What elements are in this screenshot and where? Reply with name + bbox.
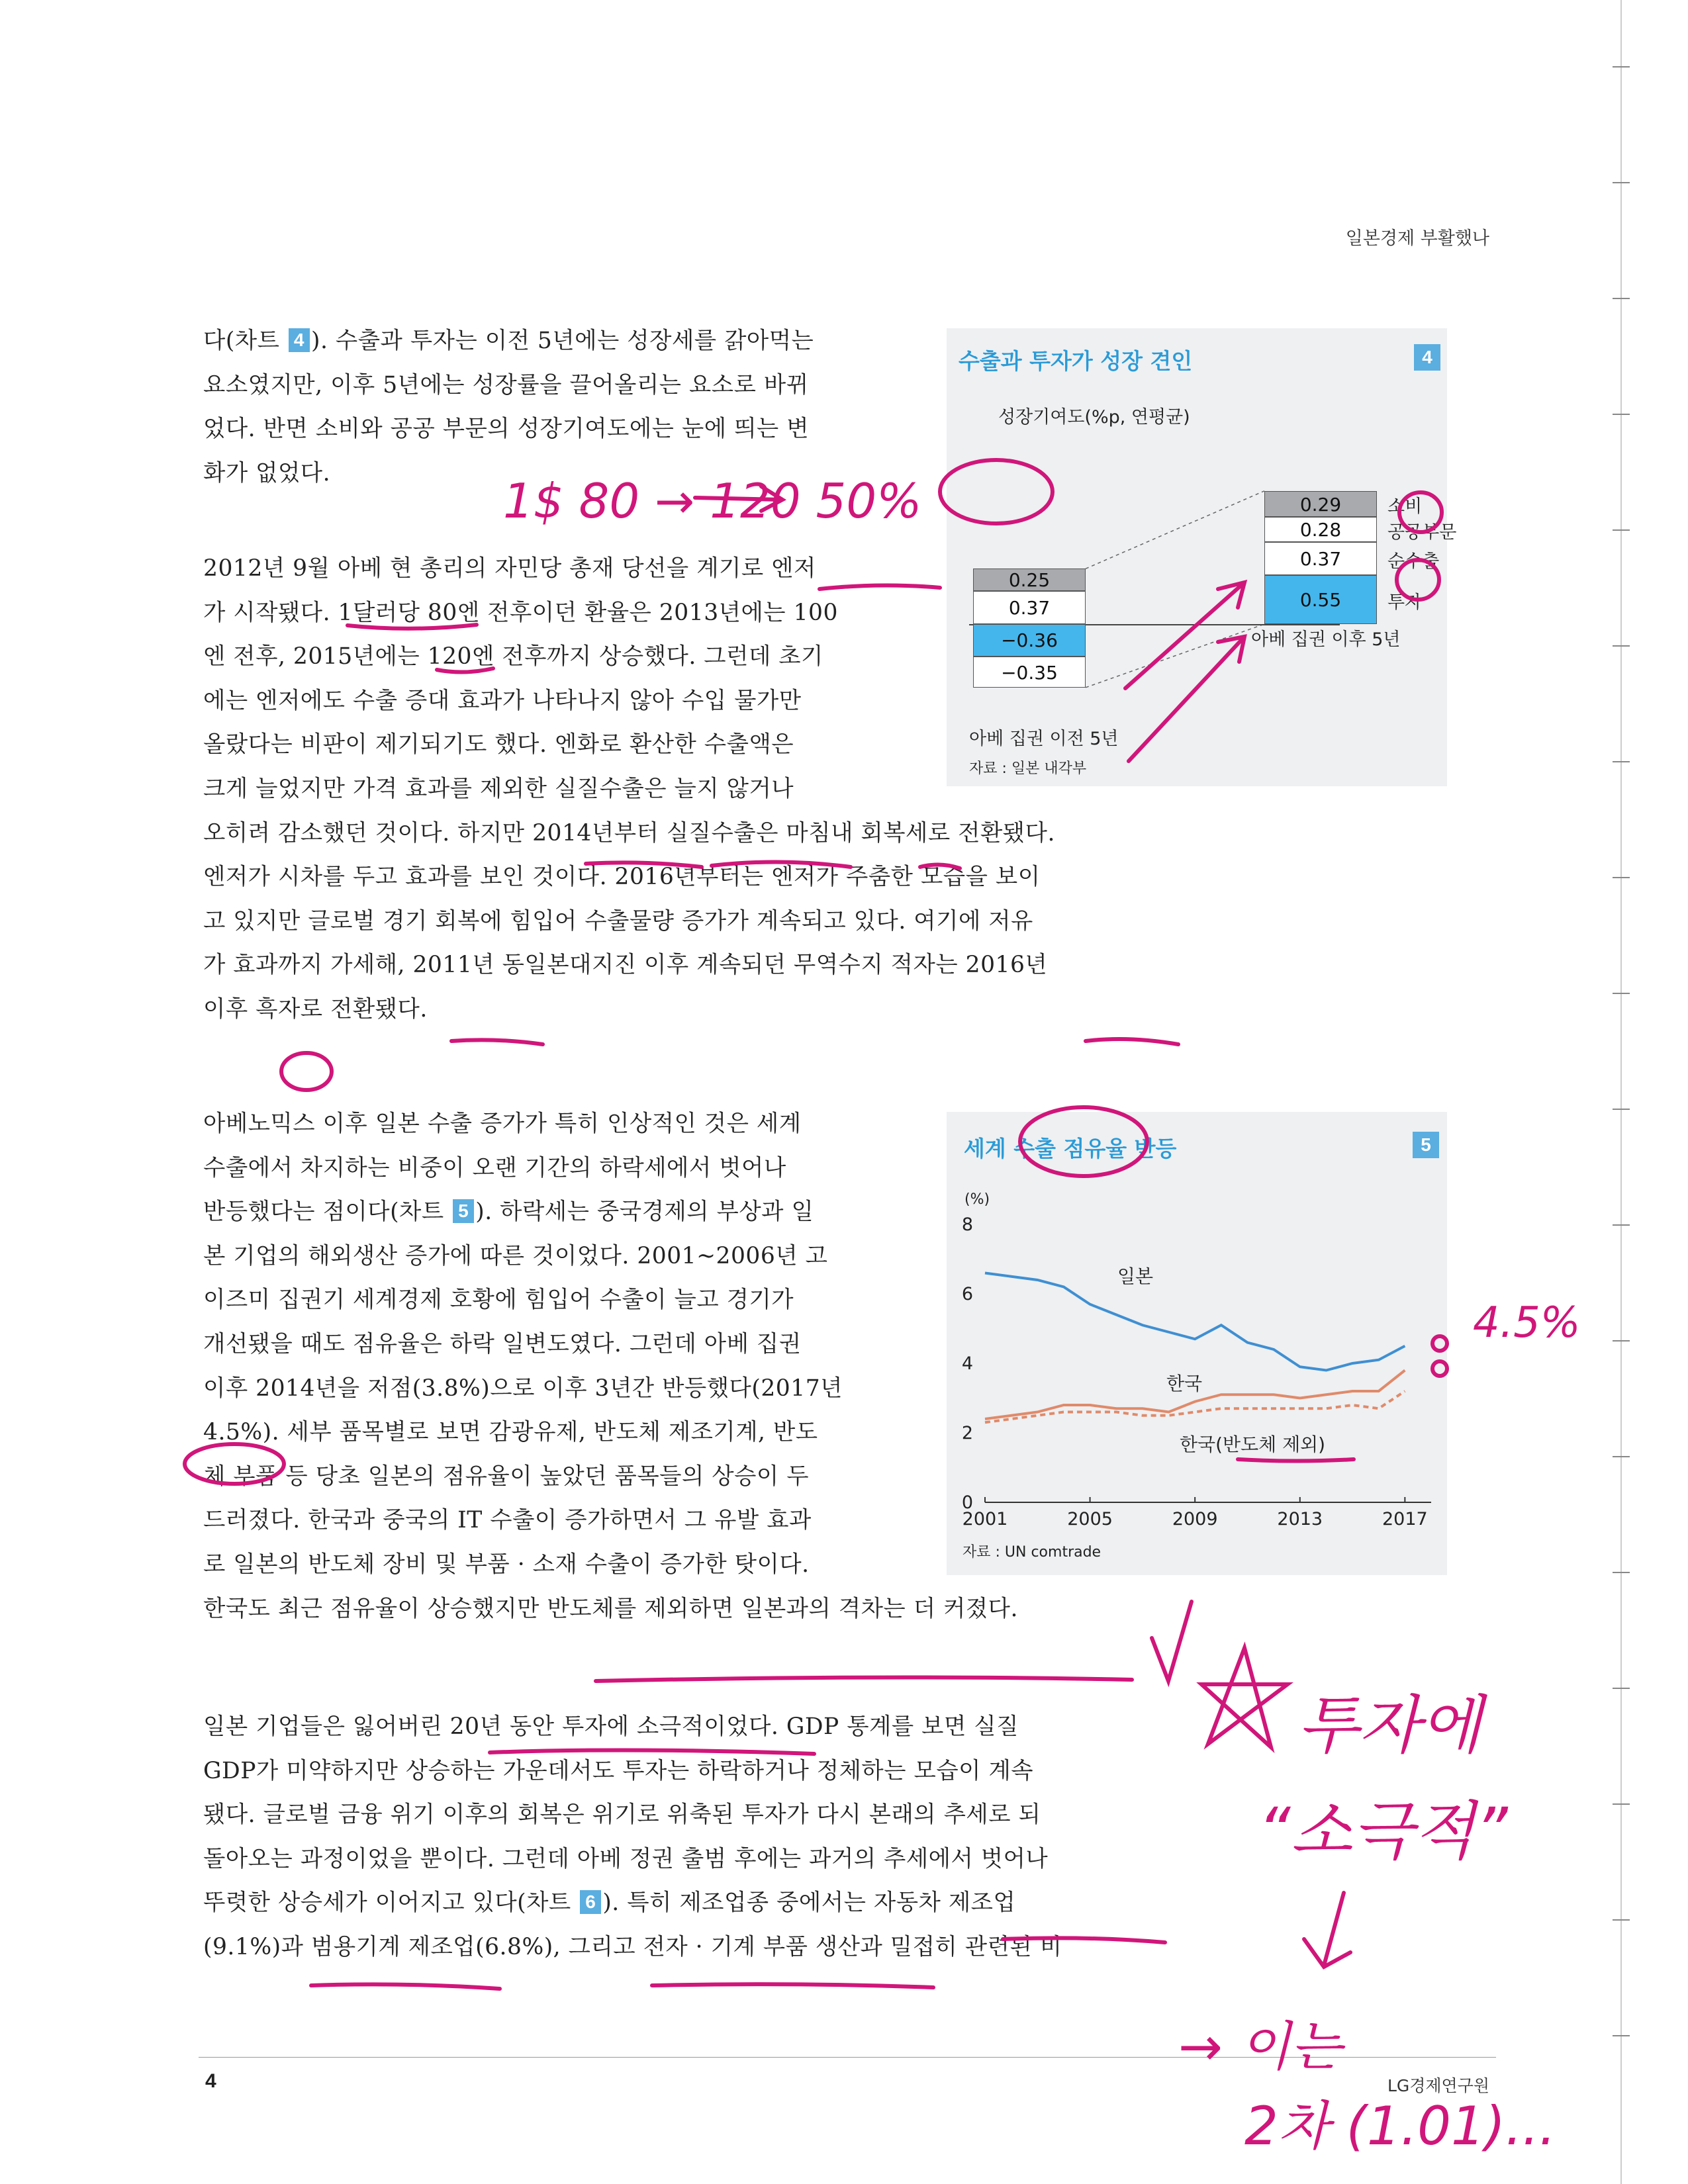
text-segment: 한국도 최근 점유율이 상승했지만 반도체를 제외하면 일본과의 격차는 더 커졌다. [203, 1595, 1018, 1622]
chart4-bar-segment: 0.29 [1264, 491, 1377, 517]
text-line [203, 1278, 1018, 1322]
chart4-guide-line [1086, 624, 1264, 688]
text-line [203, 1543, 1018, 1587]
text-segment: 화가 없었다. [203, 459, 331, 486]
chart5-y-unit: (%) [964, 1191, 990, 1208]
text-segment: ). 수출과 투자는 이전 5년에는 성장세를 갉아먹는 [311, 328, 814, 354]
chart5-source: 자료 : UN comtrade [962, 1544, 1102, 1561]
margin-tick [1613, 993, 1630, 994]
text-line [203, 1881, 1062, 1925]
margin-tick [1613, 1340, 1630, 1342]
chart4-bar-segment: −0.36 [973, 624, 1086, 657]
publisher-name: LG경제연구원 [1387, 2076, 1489, 2095]
page-edge-rule [1620, 0, 1622, 2184]
text-line [203, 591, 1055, 635]
chart4-bar-segment: 0.55 [1264, 575, 1377, 624]
margin-tick [1613, 182, 1630, 183]
margin-tick [1613, 1803, 1630, 1805]
margin-tick [1613, 645, 1630, 647]
chart5-ytick-label: 4 [961, 1353, 973, 1374]
text-line [203, 811, 1055, 856]
page-number: 4 [205, 2070, 216, 2092]
note-4-5pct: 4.5% [1473, 1298, 1581, 1347]
chart4-legend-label: 순수출 [1387, 551, 1440, 572]
text-segment: 크게 늘었지만 가격 효과를 제외한 실질수출은 늘지 않거나 [203, 775, 794, 802]
text-line [203, 1498, 1018, 1543]
text-segment: ). 특히 제조업종 중에서는 자동차 제조업 [602, 1889, 1016, 1917]
chart5-ytick-label: 6 [961, 1284, 973, 1304]
paragraph-4 [203, 1705, 1062, 1970]
margin-tick [1613, 1224, 1630, 1226]
text-segment: 체 부품 등 당초 일본의 점유율이 높았던 품목들의 상승이 두 [203, 1463, 810, 1490]
chart5-title: 세계 수출 점유율 반등 [964, 1136, 1177, 1161]
margin-tick [1613, 529, 1630, 531]
margin-tick [1613, 298, 1630, 299]
circle-heukja [281, 1053, 332, 1090]
underline-electronics [652, 1984, 933, 1987]
text-line [203, 943, 1055, 987]
text-segment: 로 일본의 반도체 장비 및 부품 · 소재 수출이 증가한 탓이다. [203, 1551, 810, 1578]
chart5-xtick-label: 2005 [1067, 1509, 1113, 1529]
text-segment: 돌아오는 과정이었을 뿐이다. 그런데 아베 정권 출범 후에는 과거의 추세에서 벗어나 [203, 1845, 1049, 1872]
text-segment: 었다. 반면 소비와 공공 부문의 성장기여도에는 눈에 띄는 변 [203, 416, 810, 443]
star-mark [1201, 1648, 1288, 1747]
margin-tick [1613, 414, 1630, 415]
text-segment: 수출에서 차지하는 비중이 오랜 기간의 하락세에서 벗어나 [203, 1154, 786, 1181]
text-segment: 가 시작됐다. 1달러당 80엔 전후이던 환율은 2013년에는 100 [203, 599, 838, 626]
underline-2016 [1086, 1039, 1178, 1044]
text-segment: 2012년 9월 아베 현 총리의 자민당 총재 당선을 계기로 엔저 [203, 555, 816, 582]
text-segment: 개선됐을 때도 점유율은 하락 일변도였다. 그런데 아베 집권 [203, 1330, 802, 1357]
text-line [203, 451, 814, 496]
underline-semiconductor [596, 1677, 1132, 1681]
paragraph-2 [203, 547, 1055, 1032]
note-bottom-1: → 이는 [1178, 2016, 1342, 2077]
paragraph-1 [203, 319, 814, 495]
chart4-bar-segment: 0.37 [973, 591, 1086, 624]
chart4-category-before: 아베 집권 이전 5년 [969, 729, 1119, 749]
text-line [203, 407, 814, 451]
text-line [203, 767, 1055, 811]
chart4-legend-label: 투자 [1387, 592, 1423, 613]
chart4-source: 자료 : 일본 내각부 [969, 760, 1087, 777]
text-line [203, 723, 1055, 767]
text-segment: 4.5%). 세부 품목별로 보면 감광유제, 반도체 제조기계, 반도 [203, 1419, 818, 1446]
chart-reference: 6 [580, 1890, 601, 1914]
chart5-xtick-label: 2017 [1382, 1509, 1428, 1529]
paragraph-3 [203, 1102, 1018, 1631]
text-segment: 본 기업의 해외생산 증가에 따른 것이었다. 2001~2006년 고 [203, 1242, 828, 1269]
note-exchange: 1$ 80 → 120 50% [503, 473, 922, 529]
text-line [203, 1455, 1018, 1499]
text-line [203, 1925, 1062, 1970]
text-segment: 에는 엔저에도 수출 증대 효과가 나타나지 않아 수입 물가만 [203, 687, 802, 714]
chart4-ylabel: 성장기여도(%p, 연평균) [998, 407, 1190, 428]
text-segment: 엔 전후, 2015년에는 120엔 전후까지 상승했다. 그런데 초기 [203, 643, 823, 670]
text-segment: GDP가 미약하지만 상승하는 가운데서도 투자는 하락하거나 정체하는 모습이 계속 [203, 1757, 1034, 1784]
margin-tick [1613, 877, 1630, 878]
text-line [203, 1234, 1018, 1279]
checkmark [1152, 1602, 1192, 1681]
text-line [203, 1102, 1018, 1146]
text-segment: 이후 흑자로 전환됐다. [203, 995, 428, 1023]
text-segment: 반등했다는 점이다(차트 [203, 1199, 452, 1226]
chart5-label-korea-ex: 한국(반도체 제외) [1180, 1433, 1326, 1455]
chart4-bar-segment: 0.25 [973, 569, 1086, 591]
text-line [203, 1367, 1018, 1411]
text-line [203, 319, 814, 363]
text-segment: 다(차트 [203, 328, 287, 354]
chart5-ytick-label: 8 [961, 1214, 973, 1235]
text-line [203, 1587, 1018, 1631]
chart4-bar-segment: 0.37 [1264, 542, 1377, 575]
text-segment: 요소였지만, 이후 5년에는 성장률을 끌어올리는 요소로 바뀌 [203, 371, 809, 398]
text-line [203, 1322, 1018, 1367]
margin-tick [1613, 2035, 1630, 2036]
margin-tick [1613, 1109, 1630, 1110]
chart5-panel [947, 1112, 1447, 1575]
chart4-category-after: 아베 집권 이후 5년 [1251, 629, 1401, 650]
text-segment: 고 있지만 글로벌 경기 회복에 힘입어 수출물량 증가가 계속되고 있다. 여기에 저유 [203, 907, 1033, 934]
margin-tick [1613, 66, 1630, 68]
chart4-title: 수출과 투자가 성장 견인 [959, 348, 1193, 374]
chart4-panel [947, 328, 1457, 786]
footer-rule [199, 2057, 1496, 2058]
text-segment: 올랐다는 비판이 제기되기도 했다. 엔화로 환산한 수출액은 [203, 731, 794, 758]
text-segment: 이즈미 집권기 세계경제 호황에 힘입어 수출이 늘고 경기가 [203, 1287, 794, 1314]
chart4-bar-segment: −0.35 [973, 657, 1086, 688]
chart5-xtick-label: 2001 [962, 1509, 1008, 1529]
text-line [203, 1793, 1062, 1837]
text-segment: ). 하락세는 중국경제의 부상과 일 [475, 1199, 814, 1226]
text-line [203, 1705, 1062, 1749]
text-line [203, 1410, 1018, 1455]
text-line [203, 899, 1055, 944]
text-line [203, 1837, 1062, 1882]
chart5-plot [947, 1112, 1447, 1575]
chart4-guide-line [1086, 491, 1264, 569]
margin-tick [1613, 1456, 1630, 1457]
text-segment: 엔저가 시차를 두고 효과를 보인 것이다. 2016년부터는 엔저가 주춤한 모습을 보이 [203, 864, 1041, 891]
text-line [203, 1749, 1062, 1794]
text-line [203, 679, 1055, 723]
chart-reference: 5 [453, 1199, 474, 1223]
text-line [203, 855, 1055, 899]
chart4-number: 4 [1414, 344, 1440, 371]
text-line [203, 363, 814, 408]
underline-2011 [451, 1040, 543, 1044]
note-bottom-2: 2차 (1.01)... [1244, 2095, 1556, 2157]
text-line [203, 1146, 1018, 1191]
underline-machinery [311, 1984, 500, 1989]
text-segment: 뚜렷한 상승세가 이어지고 있다(차트 [203, 1889, 579, 1917]
text-segment: 가 효과까지 가세해, 2011년 동일본대지진 이후 계속되던 무역수지 적자는 2016년 [203, 952, 1048, 979]
text-line [203, 635, 1055, 679]
margin-tick [1613, 1919, 1630, 1921]
margin-tick [1613, 1572, 1630, 1573]
running-header: 일본경제 부활했나 [1345, 228, 1489, 249]
chart4-legend-label: 공공부문 [1387, 522, 1457, 543]
note-invest-2: “소극적” [1258, 1794, 1508, 1868]
text-line [203, 987, 1055, 1032]
chart-reference: 4 [289, 328, 310, 352]
chart5-label-korea: 한국 [1166, 1373, 1203, 1394]
chart5-line-japan [985, 1273, 1405, 1371]
chart5-number: 5 [1413, 1132, 1439, 1158]
text-segment: 드러졌다. 한국과 중국의 IT 수출이 증가하면서 그 유발 효과 [203, 1507, 812, 1534]
text-segment: 이후 2014년을 저점(3.8%)으로 이후 3년간 반등했다(2017년 [203, 1375, 843, 1402]
chart4-legend-label: 소비 [1387, 496, 1423, 518]
chart4-bar-segment: 0.28 [1264, 517, 1377, 542]
chart5-label-japan: 일본 [1117, 1265, 1154, 1287]
note-invest-1: 투자에 [1297, 1688, 1482, 1762]
chart5-ytick-label: 0 [961, 1492, 973, 1513]
chart5-xtick-label: 2013 [1277, 1509, 1323, 1529]
chart5-xtick-label: 2009 [1172, 1509, 1218, 1529]
chart5-line-korea-ex-semi [985, 1391, 1405, 1422]
text-line [203, 547, 1055, 591]
margin-tick [1613, 1688, 1630, 1689]
text-segment: 일본 기업들은 잃어버린 20년 동안 투자에 소극적이었다. GDP 통계를 보면 실질 [203, 1713, 1019, 1740]
text-segment: 오히려 감소했던 것이다. 하지만 2014년부터 실질수출은 마침내 회복세로 전환됐다. [203, 819, 1055, 846]
arrow-down [1304, 1893, 1350, 1967]
text-line [203, 1190, 1018, 1234]
text-segment: (9.1%)과 범용기계 제조업(6.8%), 그리고 전자 · 기계 부품 생산과 밀접히 관련된 비 [203, 1933, 1062, 1960]
text-segment: 됐다. 글로벌 금융 위기 이후의 회복은 위기로 위축된 투자가 다시 본래의 추세로 되 [203, 1801, 1041, 1829]
text-segment: 아베노믹스 이후 일본 수출 증가가 특히 인상적인 것은 세계 [203, 1111, 802, 1137]
chart5-ytick-label: 2 [961, 1423, 973, 1443]
margin-tick [1613, 761, 1630, 762]
